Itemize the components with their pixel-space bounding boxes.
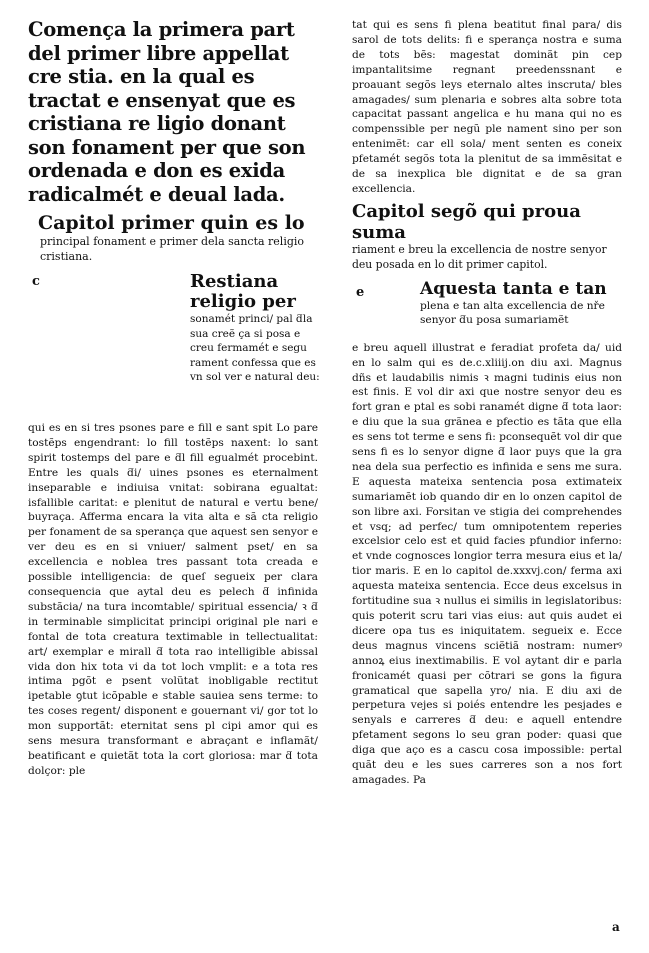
chapter-1-opening: [28, 272, 318, 417]
chapter-1-title: Capitol primer quin es lo: [38, 212, 305, 234]
opening-words: [420, 279, 622, 328]
signature-mark: a: [612, 920, 620, 934]
part-heading: Comença la primera part del primer libre appellat cre stia. en la qual es tractat e ensenyat que es cristiana re ligio donant son fonament per que son ordenada e don es exida radicalmét e deual lada.: [28, 18, 306, 206]
guide-letter: c: [32, 274, 40, 289]
chapter-2-title: Capitol segõ qui proua suma: [352, 200, 581, 243]
left-body-text: qui es en si tres psones pare e fill e sant spit Lo pare tostẽps engendrant: lo fill tostẽps naxent: lo sant spirit tostemps del pare e ƌl fill egualmét procebint. Entre les quals ƌi/ uines psones es eternalment inseparable e indiuisa vnitat: sobirana egualtat: isfallible caritat: e plenitut de natural e vertu bene/ buyraça. Afferma encara la vita alta e sã cta religio per fonament de sa sperança que aquest sen senyor e ver deu es en si vniuer/ salment pset/ en sa excellencia e noblea tres passant tota creada e possible intelligencia: de queſ segueix per clara consequencia que aytal deu es pelech ƌ infinida substãcia/ na tura incomtable/ spiritual essencia/ ꝛ ƌ in terminable simplicitat principi original ple nari e fontal de tota creatura textimable in tellectualitat: art/ exemplar e mirall ƌ tota rao intelligible abissal vida don hix tota vi da tot loch vmplit: e a tota res intima pgõt e psent volũtat inobligable rectitut ipetable ꝯtut icõpable e stable sauiea sens terme: to tes coses regent/ disponent e gouernant vi/ gor tot lo mon supportãt: eternitat sens pl cipi amor qui es sens mesura transformant e abraçant e inflamãt/ beatificant e quietãt tota la cort gloriosa: mar ƌ tota dolçor: ple: [28, 422, 318, 777]
chapter-2-opening: [352, 279, 622, 341]
opening-large-text: Restiana religio per: [190, 271, 296, 312]
opening-words: [190, 272, 320, 385]
chapter-1-subtitle: principal fonament e primer dela sancta religio cristiana.: [40, 235, 305, 263]
opening-small-text: plena e tan alta excellencia de nře senyor ƌu posa sumariamẽt: [420, 299, 605, 327]
left-column: [28, 18, 318, 779]
chapter-2-subtitle: riament e breu la excellencia de nostre senyor deu posada en lo dit primer capitol.: [352, 242, 607, 271]
guide-letter: e: [356, 284, 365, 300]
right-column: [352, 18, 622, 788]
right-body-text: e breu aquell illustrat e feradiat profeta da/ uid en lo salm qui es de.c.xliiij.on diu axi. Magnus dñs et laudabilis nimis ꝛ magni tudinis eius non est finis. E vol dir axi que nostre senyor deu es fort gran e ptal es sobi ranamét digne ƌ tota laor: e diu que la sua grãnea e pfectio es tãta que ella es sens tot terme e sens fi: pconsequẽt vol dir que sens fi es lo senyor digne ƌ laor puys que la gra nea dela sua perfectio es infinida e sens me sura. E aquesta mateixa sentencia posa extimateix sumariamẽt iob quando dir en lo onzen capitol de son libre axi. Forsitan ve stigia dei comprehendes et vsq; ad perfec/ tum omnipotentem reperies excelsior celo est et quid facies pfundior inferno: et vnde cognosces longior terra mesura eius et la/ tior maris. E en lo capitol de.xxxvj.con/ ferma axi aquesta mateixa sentencia. Ecce deus excelsus in fortitudine sua ꝛ nullus ei similis in legislatoribus: quis poterit scru tari vias eius: aut quis audet ei dicere opa tus es iniquitatem. segueix e. Ecce deus magnus vincens sciẽtiã nostram: numerꝰ annoꝝ eius inextimabilis. E vol aytant dir e parla fronicamét quasi per cõtrari se gons la figura gramatical que sapella yro/ nia. E diu axi de perpetura vejes si poiés entendre les pesjades e senyals e carreres ƌ deu: e aquell entendre pfetament segons lo seu gran poder: quasi que diga que aço es a cascu cosa impossible: pertal quãt deu e les sues carreres son a nos fort amagades. Pa: [352, 341, 622, 786]
opening-small-text: sonamét princi/ pal ƌla sua creẽ ça si posa e creu fermamét e segu rament confessa que es vn sol ver e natural deu:: [190, 313, 320, 383]
opening-large-text: Aquesta tanta e tan: [420, 278, 607, 299]
right-body-top: tat qui es sens fi plena beatitut final para/ dis sarol de tots delits: fi e sperança nostra e suma de tots bẽs: magestat dominãt pin cep impantalitsime regnant preedenssnant e proauant segõs leys eternalo altes inscruta/ bles amagades/ sum plenaria e sobres alta sobre tota capacitat passant angelica e hu mana qui no es compenssible per negũ ple nament sino per son entenimẽt: car ell sola/ ment senten es coneix pfetamét segõs tota la plenitut de sa immẽsitat e de sa inexplica ble dignitat e de sa gran excellencia.: [352, 19, 622, 195]
